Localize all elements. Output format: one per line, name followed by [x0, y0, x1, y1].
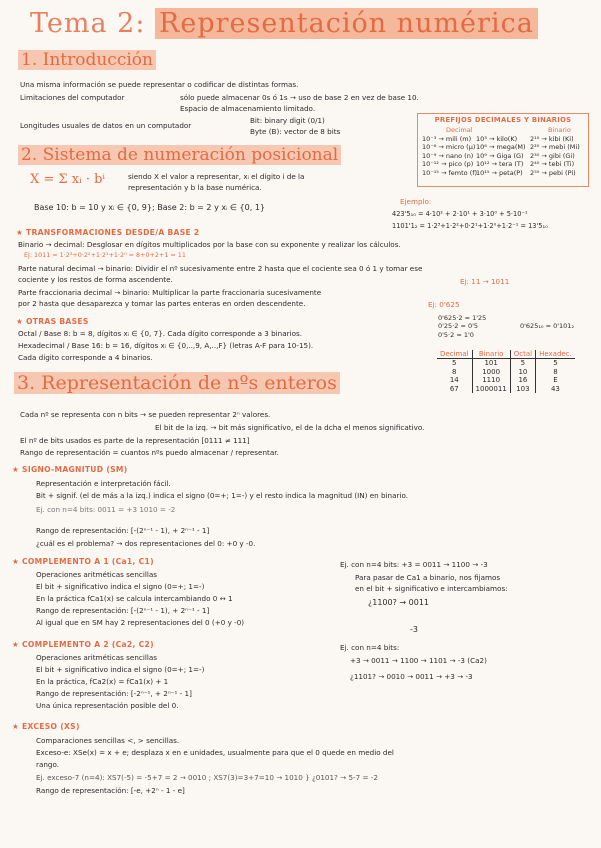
- c1-2: El bit + significativo indica el signo (0=+; 1=-): [36, 582, 205, 591]
- other-bases-title: ★ OTRAS BASES: [16, 317, 89, 326]
- prefixes-decimal-label: Decimal: [446, 126, 473, 134]
- c1-4: Rango de representación: [-(2ⁿ⁻¹ - 1), + 2ⁿ⁻¹ - 1]: [36, 606, 210, 615]
- prefixes-binary-label: Binario: [548, 126, 571, 134]
- int-to-bin-1: Parte natural decimal → binario: Dividir el nº sucesivamente entre 2 hasta que el cociente sea 0 ó 1 y tomar ese: [18, 264, 423, 273]
- page-title: [30, 8, 538, 39]
- xs-example: Ej. exceso-7 (n=4): XS7(-5) = -5+7 = 2 → 0010 ; XS7(3)=3+7=10 → 1010 } ¿0101? → 5-7 = -2: [36, 773, 378, 782]
- c2-4: Rango de representación: [-2ⁿ⁻¹, + 2ⁿ⁻¹ - 1]: [36, 689, 192, 698]
- c2-title: ★ COMPLEMENTO A 2 (Ca2, C2): [12, 640, 154, 649]
- c1-example-2: Para pasar de Ca1 a binario, nos fijamos: [355, 573, 501, 582]
- xs-title: ★ EXCESO (XS): [12, 722, 80, 731]
- s2-bases: Base 10: b = 10 y xᵢ ∈ {0, 9}; Base 2: b = 2 y xᵢ ∈ {0, 1}: [34, 203, 266, 212]
- c1-example-3: en el bit + significativo e intercambiamos:: [355, 584, 508, 593]
- xs-3: rango.: [36, 760, 60, 769]
- c2-example-2: +3 → 0011 → 1100 → 1101 → -3 (Ca2): [350, 656, 487, 665]
- conversion-table: [437, 350, 575, 393]
- s1-limits-1: sólo puede almacenar 0s ó 1s → uso de base 2 en vez de base 10.: [180, 93, 419, 102]
- prefixes-box: [417, 113, 589, 187]
- title-prefix: Tema 2:: [30, 8, 146, 39]
- hex-line: Hexadecimal / Base 16: b = 16, dígitos xᵢ ∈ {0,..,9, A,..,F} (letras A-F para 10-15).: [18, 341, 314, 350]
- c1-example-4: ¿1100? → 0011: [368, 598, 429, 607]
- octal-line: Octal / Base 8: b = 8, dígitos xᵢ ∈ {0, 7}. Cada dígito corresponde a 3 binarios.: [18, 329, 303, 338]
- s3-line2: El bit de la izq. → bit más significativo, el de la dcha el menos significativo.: [155, 423, 425, 432]
- table-header: Decimal: [437, 350, 472, 359]
- int-to-bin-example: Ej: 11 → 1011: [460, 277, 510, 286]
- positional-formula: X = Σ xᵢ · bⁱ: [30, 172, 106, 187]
- c1-example-1: Ej. con n=4 bits: +3 = 0011 → 1100 → -3: [340, 560, 488, 569]
- c2-3: En la práctica, fCa2(x) = fCa1(x) + 1: [36, 677, 169, 686]
- sm-3: Rango de representación: [-(2ⁿ⁻¹ - 1), + 2ⁿ⁻¹ - 1]: [36, 526, 210, 535]
- s2-def-1: siendo X el valor a representar, xᵢ el dígito i de la: [128, 172, 305, 181]
- s1-bit: Bit: binary digit (0/1): [250, 116, 325, 125]
- sm-title: ★ SIGNO-MAGNITUD (SM): [12, 465, 128, 474]
- sm-example: Ej. con n=4 bits: 0011 = +3 1010 = -2: [36, 505, 176, 514]
- xs-2: Exceso-e: XSe(x) = x + e; desplaza x en e unidades, usualmente para que el 0 quede en medio del: [36, 748, 394, 757]
- c1-3: En la práctica fCa1(x) se calcula intercambiando 0 ↔ 1: [36, 594, 233, 603]
- section-3-heading: 3. Representación de nºs enteros: [14, 372, 340, 394]
- bin-to-dec-example: Ej: 1011 = 1·2³+0·2²+1·2¹+1·2⁰ = 8+0+2+1 = 11: [24, 251, 186, 259]
- s3-line1: Cada nº se representa con n bits → se pueden representar 2ⁿ valores.: [20, 410, 271, 419]
- prefixes-bin: 2¹⁰ → kibi (Ki) 2²⁰ → mebi (Mi) 2³⁰ → gibi (Gi) 2⁴⁰ → tebi (Ti) 2⁵⁰ → pebi (Pi): [530, 135, 580, 177]
- prefixes-dec-neg: 10⁻³ → mili (m) 10⁻⁶ → micro (μ) 10⁻⁹ → nano (n) 10⁻¹² → pico (p) 10⁻¹⁵ → femto (f): [422, 135, 478, 177]
- title-main: Representación numérica: [155, 8, 538, 39]
- s1-lengths-label: Longitudes usuales de datos en un computador: [20, 121, 192, 130]
- s1-line1: Una misma información se puede representar o codificar de distintas formas.: [20, 80, 299, 89]
- s1-byte: Byte (B): vector de 8 bits: [250, 127, 341, 136]
- c2-1: Operaciones aritméticas sencillas: [36, 653, 157, 662]
- s2-example-1: 423'5₁₀ = 4·10² + 2·10¹ + 3·10⁰ + 5·10⁻¹: [392, 210, 528, 218]
- c1-title: ★ COMPLEMENTO A 1 (Ca1, C1): [12, 557, 154, 566]
- table-header: Octal: [510, 350, 535, 359]
- s2-example-label: Ejemplo:: [400, 197, 432, 206]
- c1-1: Operaciones aritméticas sencillas: [36, 570, 157, 579]
- s3-line3: El nº de bits usados es parte de la representación [0111 ≠ 111]: [20, 436, 250, 445]
- c1-5: Al igual que en SM hay 2 representaciones del 0 (+0 y -0): [36, 618, 245, 627]
- s1-limits-label: Limitaciones del computador: [20, 93, 125, 102]
- hex-line-2: Cada dígito corresponde a 4 binarios.: [18, 353, 153, 362]
- int-to-bin-2: cociente y los restos de forma ascendente.: [18, 275, 173, 284]
- c2-2: El bit + significativo indica el signo (0=+; 1=-): [36, 665, 205, 674]
- table-header: Hexadec.: [536, 350, 575, 359]
- frac-example-steps: 0'625·2 = 1'25 0'25·2 = 0'5 0'5·2 = 1'0: [438, 314, 487, 339]
- c2-example-3: ¿1101? → 0010 → 0011 → +3 → -3: [350, 672, 473, 681]
- frac-to-bin-1: Parte fraccionaria decimal → binario: Multiplicar la parte fraccionaria sucesivamente: [18, 288, 322, 297]
- section-2-heading: 2. Sistema de numeración posicional: [18, 145, 341, 165]
- sm-2: Bit + signif. (el de más a la izq.) indica el signo (0=+; 1=-) y el resto indica la magnitud (IN) en binario.: [36, 491, 409, 500]
- s3-line4: Rango de representación = cuantos nºs puedo almacenar / representar.: [20, 448, 279, 457]
- frac-example-label: Ej: 0'625: [428, 300, 460, 309]
- s2-example-2: 1101'1₂ = 1·2³+1·2²+0·2¹+1·2⁰+1·2⁻¹ = 13'5₁₀: [392, 222, 548, 230]
- table-row: 67 1000011 103 43: [437, 385, 575, 394]
- sm-1: Representación e interpretación fácil.: [36, 479, 171, 488]
- c1-example-5: -3: [410, 625, 418, 634]
- table-row: 14 1110 16 E: [437, 376, 575, 385]
- c2-5: Una única representación posible del 0.: [36, 701, 179, 710]
- frac-example-result: 0'625₁₀ = 0'101₂: [520, 322, 575, 330]
- table-row: 5 101 5 5: [437, 359, 575, 368]
- s1-limits-2: Espacio de almacenamiento limitado.: [180, 104, 316, 113]
- s2-def-2: representación y b la base numérica.: [128, 183, 262, 192]
- transforms-title: ★ TRANSFORMACIONES DESDE/A BASE 2: [16, 228, 200, 237]
- sm-4: ¿cuál es el problema? → dos representaciones del 0: +0 y -0.: [36, 539, 256, 548]
- xs-1: Comparaciones sencillas <, > sencillas.: [36, 736, 180, 745]
- c2-example-1: Ej. con n=4 bits:: [340, 643, 400, 652]
- frac-to-bin-2: por 2 hasta que desaparezca y tomar las partes enteras en orden descendente.: [18, 299, 306, 308]
- table-header: Binario: [472, 350, 510, 359]
- prefixes-dec-pos: 10³ → kilo(K) 10⁶ → mega(M) 10⁹ → Giga (G) 10¹² → tera (T) 10¹⁵ → peta(P): [476, 135, 526, 177]
- prefixes-title: PREFIJOS DECIMALES Y BINARIOS: [434, 116, 572, 124]
- table-row: 8 1000 10 8: [437, 368, 575, 377]
- section-1-heading: 1. Introducción: [18, 50, 156, 70]
- xs-range: Rango de representación: [-e, +2ⁿ - 1 - e]: [36, 786, 185, 795]
- bin-to-dec: Binario → decimal: Desglosar en dígitos multiplicados por la base con su exponente y realizar los cálculos.: [18, 240, 401, 249]
